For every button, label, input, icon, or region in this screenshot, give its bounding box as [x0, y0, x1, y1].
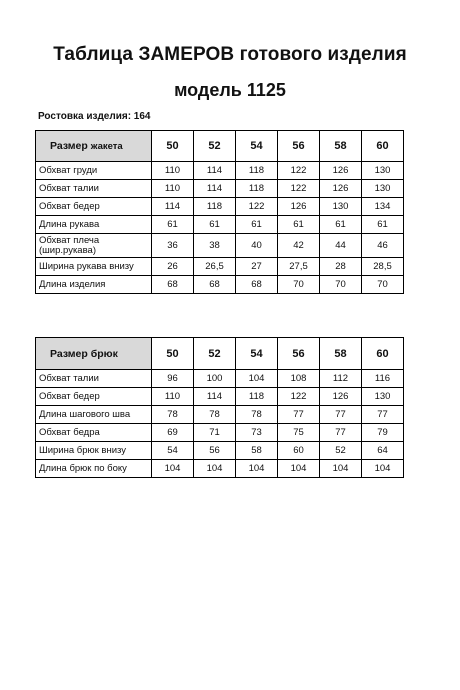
- measurement-cell: 40: [236, 234, 278, 258]
- measurement-cell: 61: [152, 216, 194, 234]
- measurement-cell: 126: [320, 388, 362, 406]
- jacket-header-row: [36, 131, 404, 162]
- measurement-cell: 122: [236, 198, 278, 216]
- measurement-cell: 26,5: [194, 258, 236, 276]
- measurement-cell: 126: [320, 180, 362, 198]
- jacket-size-col: 50: [152, 131, 194, 162]
- row-label: Обхват бедра: [36, 424, 152, 442]
- jacket-size-col: 54: [236, 131, 278, 162]
- measurement-cell: 130: [362, 388, 404, 406]
- measurement-cell: 96: [152, 370, 194, 388]
- row-label: Обхват бедер: [36, 198, 152, 216]
- measurement-cell: 26: [152, 258, 194, 276]
- table-row: [36, 406, 404, 424]
- jacket-size-header: [36, 131, 152, 162]
- pants-header-row: [36, 338, 404, 370]
- measurement-cell: 110: [152, 180, 194, 198]
- pants-size-col: 58: [320, 338, 362, 370]
- pants-size-header: Размер брюк: [36, 338, 152, 370]
- page-title: Таблица ЗАМЕРОВ готового изделия: [53, 44, 407, 65]
- measurement-cell: 58: [236, 442, 278, 460]
- table-row: [36, 162, 404, 180]
- pants-size-col: 52: [194, 338, 236, 370]
- pants-measurements-table: [35, 337, 404, 478]
- measurement-cell: 112: [320, 370, 362, 388]
- jacket-size-header-sub: жакета: [90, 141, 123, 152]
- measurement-cell: 61: [320, 216, 362, 234]
- measurement-cell: 79: [362, 424, 404, 442]
- measurement-cell: 28: [320, 258, 362, 276]
- measurement-cell: 61: [236, 216, 278, 234]
- measurement-cell: 68: [152, 276, 194, 294]
- measurement-cell: 122: [278, 180, 320, 198]
- model-subtitle: модель 1125: [174, 80, 286, 100]
- row-label: Обхват плеча (шир.рукава): [36, 234, 152, 258]
- measurement-cell: 114: [152, 198, 194, 216]
- measurement-cell: 134: [362, 198, 404, 216]
- measurement-cell: 68: [194, 276, 236, 294]
- measurement-cell: 71: [194, 424, 236, 442]
- row-label: Длина рукава: [36, 216, 152, 234]
- measurement-cell: 122: [278, 162, 320, 180]
- jacket-size-col: 60: [362, 131, 404, 162]
- measurement-cell: 118: [236, 162, 278, 180]
- measurement-cell: 114: [194, 180, 236, 198]
- measurement-cell: 104: [152, 460, 194, 478]
- row-label: Ширина рукава внизу: [36, 258, 152, 276]
- measurement-cell: 77: [278, 406, 320, 424]
- measurement-cell: 77: [320, 424, 362, 442]
- measurement-cell: 118: [236, 388, 278, 406]
- measurement-cell: 70: [320, 276, 362, 294]
- row-label: Обхват груди: [36, 162, 152, 180]
- measurement-cell: 27,5: [278, 258, 320, 276]
- measurement-cell: 118: [236, 180, 278, 198]
- jacket-measurements-table: [35, 130, 404, 294]
- measurement-cell: 116: [362, 370, 404, 388]
- jacket-size-header-main: Размер: [50, 140, 88, 152]
- jacket-size-col: 52: [194, 131, 236, 162]
- measurement-cell: 61: [278, 216, 320, 234]
- table-row: [36, 460, 404, 478]
- measurement-cell: 36: [152, 234, 194, 258]
- measurement-cell: 104: [194, 460, 236, 478]
- pants-size-col: 56: [278, 338, 320, 370]
- measurement-cell: 130: [320, 198, 362, 216]
- measurement-cell: 38: [194, 234, 236, 258]
- measurement-cell: 73: [236, 424, 278, 442]
- measurement-cell: 60: [278, 442, 320, 460]
- table-row: [36, 258, 404, 276]
- table-row: [36, 180, 404, 198]
- row-label: Обхват талии: [36, 370, 152, 388]
- measurement-cell: 126: [320, 162, 362, 180]
- measurement-cell: 42: [278, 234, 320, 258]
- table-row: [36, 424, 404, 442]
- measurement-cell: 56: [194, 442, 236, 460]
- measurement-cell: 77: [362, 406, 404, 424]
- measurement-cell: 61: [362, 216, 404, 234]
- measurement-cell: 118: [194, 198, 236, 216]
- measurement-cell: 61: [194, 216, 236, 234]
- row-label: Длина брюк по боку: [36, 460, 152, 478]
- pants-size-col: 60: [362, 338, 404, 370]
- measurement-cell: 130: [362, 180, 404, 198]
- measurement-cell: 46: [362, 234, 404, 258]
- table-row: [36, 216, 404, 234]
- measurement-cell: 69: [152, 424, 194, 442]
- measurement-cell: 114: [194, 162, 236, 180]
- row-label: Обхват талии: [36, 180, 152, 198]
- measurement-cell: 44: [320, 234, 362, 258]
- measurement-cell: 75: [278, 424, 320, 442]
- measurement-cell: 70: [362, 276, 404, 294]
- measurement-cell: 27: [236, 258, 278, 276]
- table-row: [36, 370, 404, 388]
- measurement-cell: 122: [278, 388, 320, 406]
- measurement-cell: 28,5: [362, 258, 404, 276]
- table-row: [36, 234, 404, 258]
- measurement-cell: 108: [278, 370, 320, 388]
- measurement-cell: 110: [152, 388, 194, 406]
- row-label: Ширина брюк внизу: [36, 442, 152, 460]
- measurement-cell: 68: [236, 276, 278, 294]
- measurement-cell: 130: [362, 162, 404, 180]
- measurement-cell: 78: [194, 406, 236, 424]
- measurement-cell: 78: [152, 406, 194, 424]
- growth-label: Ростовка изделия: 164: [38, 111, 151, 122]
- measurement-cell: 78: [236, 406, 278, 424]
- measurement-cell: 114: [194, 388, 236, 406]
- measurement-cell: 104: [236, 370, 278, 388]
- table-row: [36, 442, 404, 460]
- row-label: Длина шагового шва: [36, 406, 152, 424]
- jacket-size-col: 58: [320, 131, 362, 162]
- table-row: [36, 276, 404, 294]
- pants-size-col: 54: [236, 338, 278, 370]
- measurement-cell: 104: [362, 460, 404, 478]
- measurement-cell: 64: [362, 442, 404, 460]
- table-row: [36, 388, 404, 406]
- measurement-cell: 104: [236, 460, 278, 478]
- measurement-cell: 52: [320, 442, 362, 460]
- measurement-cell: 70: [278, 276, 320, 294]
- measurement-cell: 77: [320, 406, 362, 424]
- measurement-cell: 104: [278, 460, 320, 478]
- measurement-cell: 54: [152, 442, 194, 460]
- measurement-cell: 104: [320, 460, 362, 478]
- row-label: Длина изделия: [36, 276, 152, 294]
- measurement-cell: 110: [152, 162, 194, 180]
- row-label: Обхват бедер: [36, 388, 152, 406]
- table-row: [36, 198, 404, 216]
- measurement-cell: 100: [194, 370, 236, 388]
- pants-size-col: 50: [152, 338, 194, 370]
- measurement-cell: 126: [278, 198, 320, 216]
- jacket-size-col: 56: [278, 131, 320, 162]
